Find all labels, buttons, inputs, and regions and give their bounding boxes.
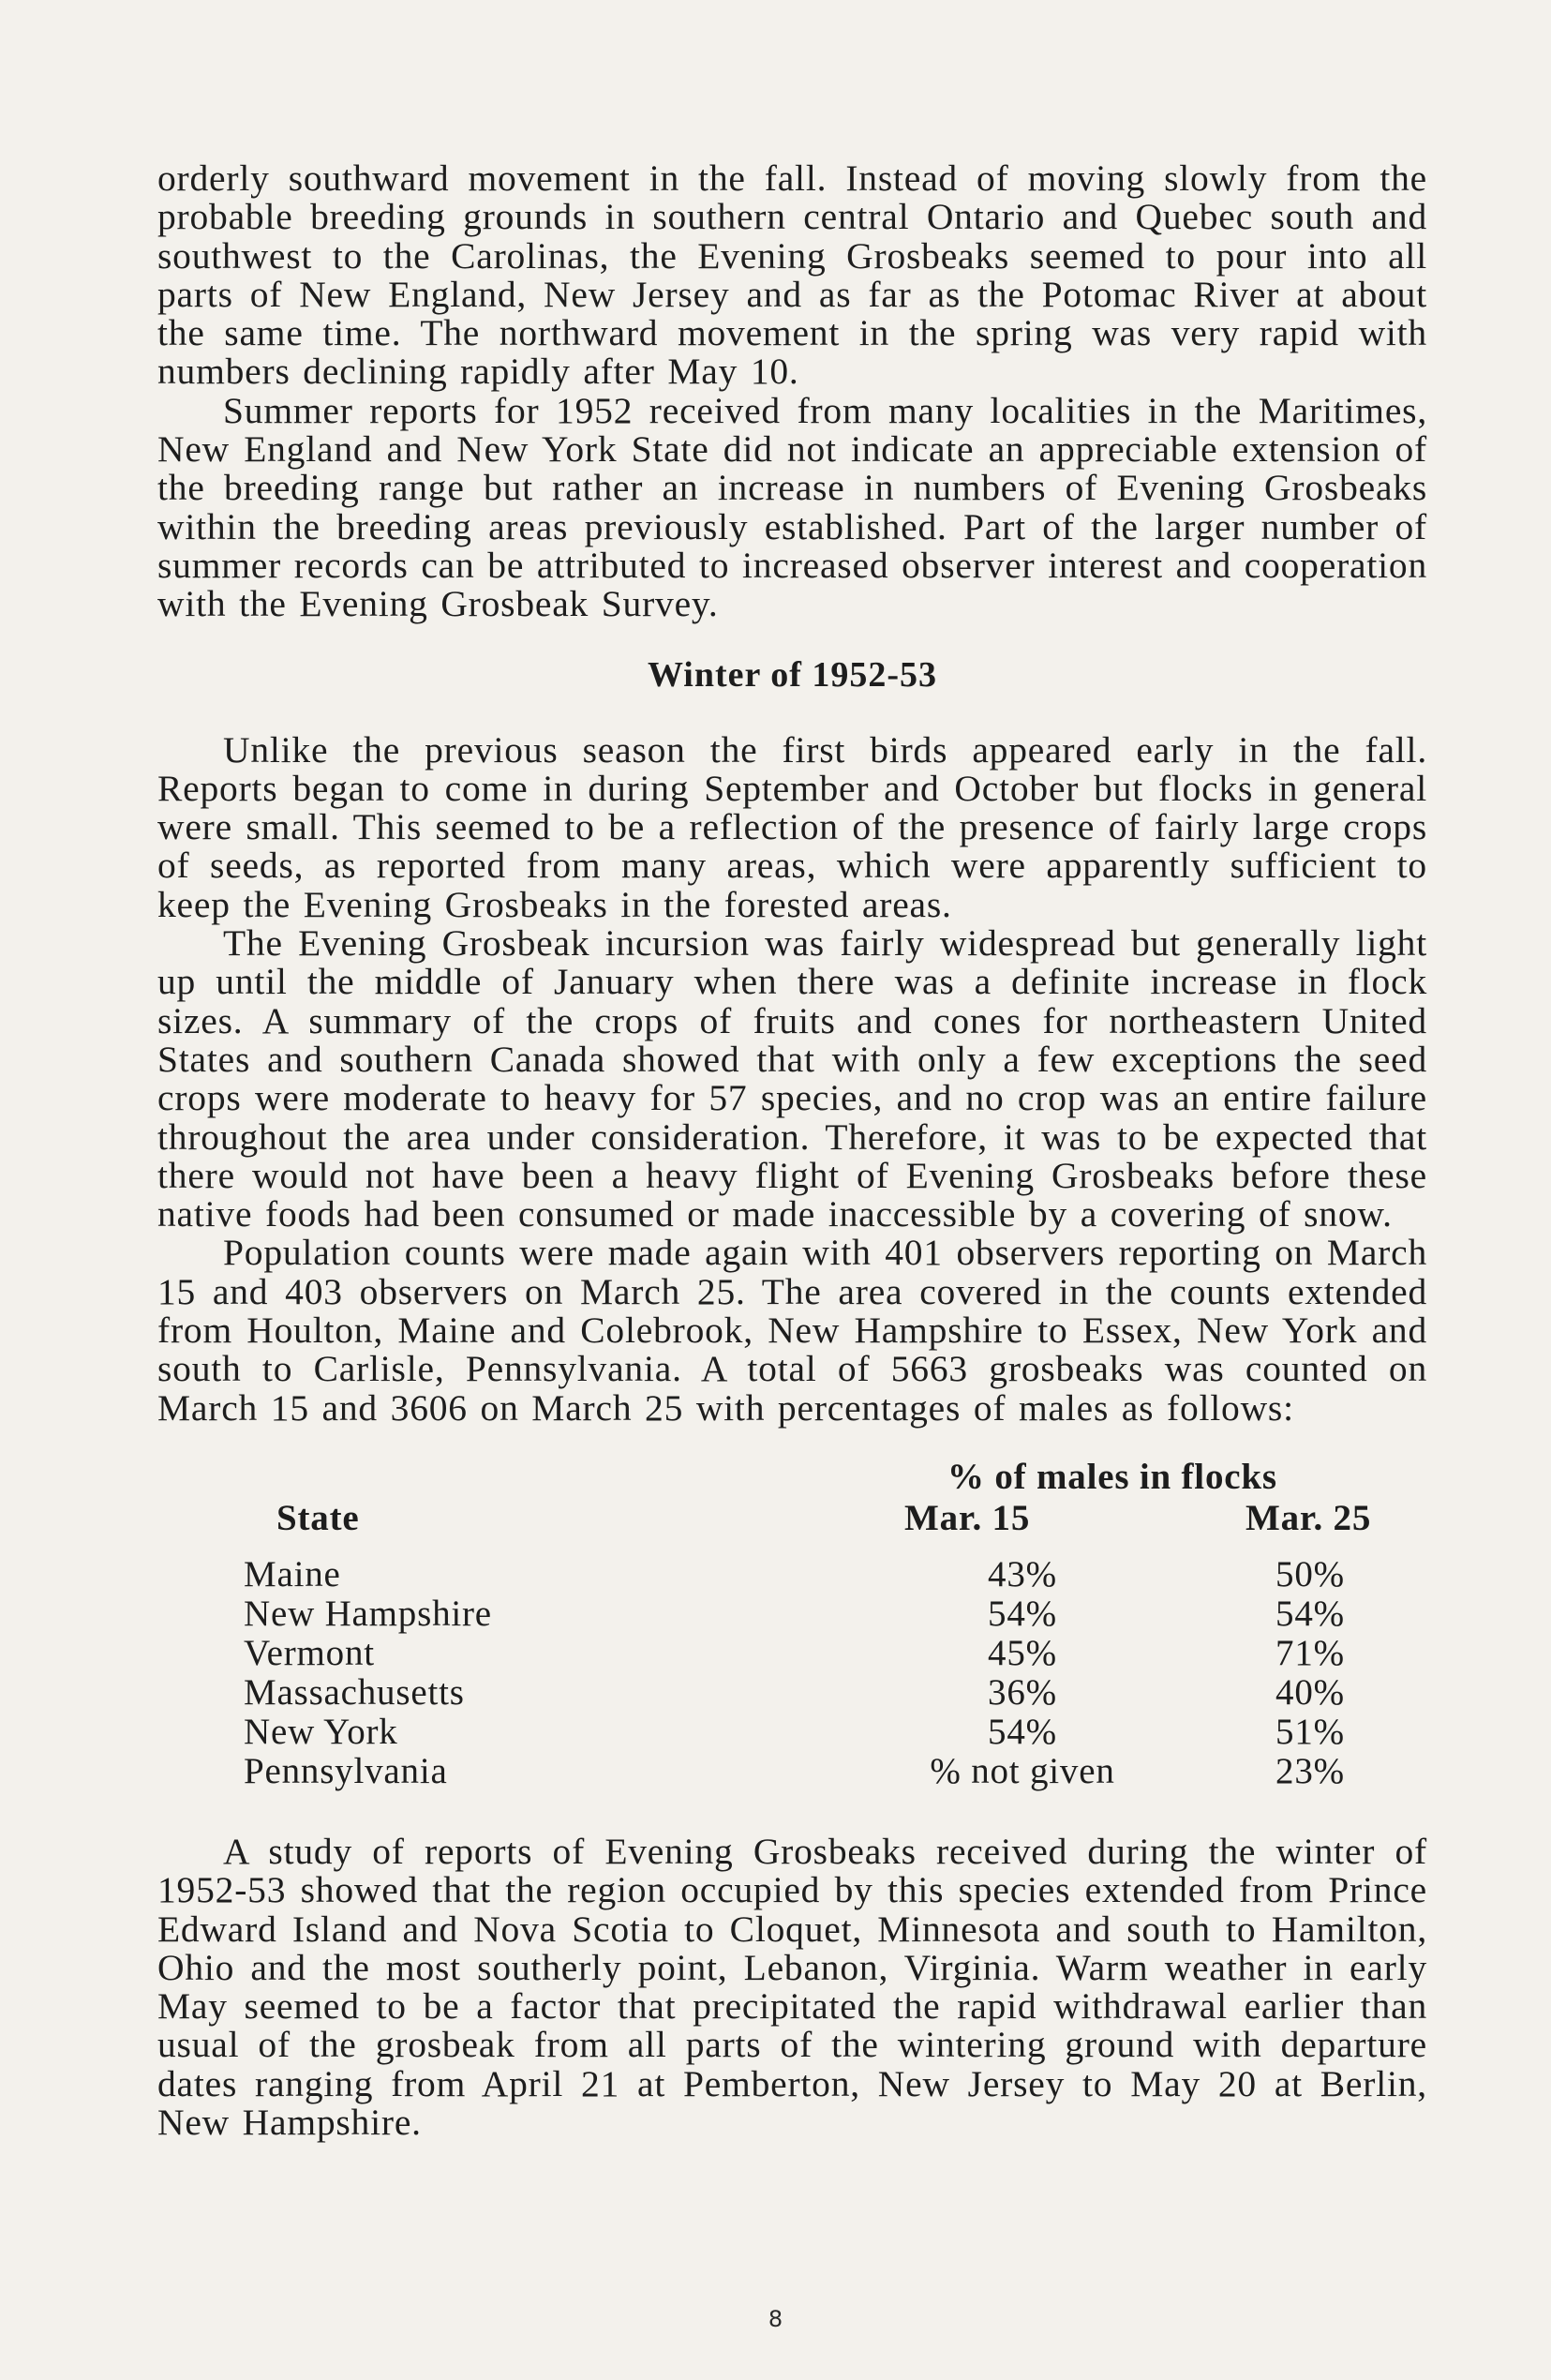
table-row-state: Pennsylvania	[244, 1750, 448, 1791]
section-heading: Winter of 1952-53	[647, 654, 937, 695]
page-body	[157, 159, 1427, 2142]
table-row-state: Vermont	[244, 1632, 375, 1673]
table-row-mar15: 36%	[988, 1671, 1057, 1713]
table-header-mar15: Mar. 15	[904, 1497, 1031, 1538]
table-row-mar15: 43%	[988, 1553, 1057, 1594]
table-row-mar15: 45%	[988, 1632, 1057, 1673]
paragraph-study-of-reports: A study of reports of Evening Grosbeaks received during the winter of 1952-53 showed that the region occupied by this species extended from Prince Edward Island and Nova Scotia to Cloquet, Minnesota and south to Hamilton, Ohio and the most southerly point, Lebanon, Virginia. Warm weather in early May seemed to be a factor that precipitated the rapid withdrawal earlier than usual of the grosbeak from all parts of the wintering ground with departure dates ranging from April 21 at Pemberton, New Jersey to May 20 at Berlin, New Hampshire.	[157, 1830, 1427, 2143]
page-number: 8	[768, 2306, 783, 2332]
paragraph-continued: orderly southward movement in the fall. Instead of moving slowly from the probable breeding grounds in southern central Ontario and Quebec south and southwest to the Carolinas, the Evening Grosbeaks seemed to pour into all parts of New England, New Jersey and as far as the Potomac River at about the same time. The northward movement in the spring was very rapid with numbers declining rapidly after May 10.	[157, 157, 1427, 393]
table-row-mar15: 54%	[988, 1593, 1057, 1634]
table-row-state: New York	[244, 1711, 398, 1752]
table-row-state: Maine	[244, 1553, 341, 1594]
paragraph-population-counts: Population counts were made again with 401 observers reporting on March 15 and 403 observers on March 25. The area covered in the counts extended from Houlton, Maine and Colebrook, New Hampshire to Essex, New York and south to Carlisle, Pennsylvania. A total of 5663 grosbeaks was counted on March 15 and 3606 on March 25 with percentages of males as follows:	[157, 1232, 1427, 1429]
table-row-mar15: 54%	[988, 1711, 1057, 1752]
paragraph-unlike-previous: Unlike the previous season the first birds appeared early in the fall. Reports began to come in during September and October but flocks in general were small. This seemed to be a reflection of the presence of fairly large crops of seeds, as reported from many areas, which were apparently sufficient to keep the Evening Grosbeaks in the forested areas.	[157, 728, 1427, 925]
table-row-mar15: % not given	[930, 1750, 1115, 1791]
table-row-mar25: 54%	[1275, 1593, 1345, 1634]
table-row-mar25: 23%	[1275, 1750, 1345, 1791]
table-row-mar25: 51%	[1275, 1711, 1345, 1752]
table-group-header: % of males in flocks	[947, 1456, 1277, 1497]
table-row-state: New Hampshire	[244, 1593, 492, 1634]
males-percentage-table	[157, 1456, 1427, 1810]
table-row-mar25: 40%	[1275, 1671, 1345, 1713]
paragraph-incursion: The Evening Grosbeak incursion was fairly widespread but generally light up until the middle of January when there was a definite increase in flock sizes. A summary of the crops of fruits and cones for northeastern United States and southern Canada showed that with only a few exceptions the seed crops were moderate to heavy for 57 species, and no crop was an entire failure throughout the area under consideration. Therefore, it was to be expected that there would not have been a heavy flight of Evening Grosbeaks before these native foods had been consumed or made inaccessible by a covering of snow.	[157, 922, 1427, 1235]
table-row-mar25: 71%	[1275, 1632, 1345, 1673]
table-header-mar25: Mar. 25	[1245, 1497, 1372, 1538]
table-row-mar25: 50%	[1275, 1553, 1345, 1594]
table-header-state: State	[276, 1497, 360, 1538]
table-row-state: Massachusetts	[244, 1671, 465, 1713]
paragraph-summer-reports: Summer reports for 1952 received from many localities in the Maritimes, New England and New York State did not indicate an appreciable extension of the breeding range but rather an increase in numbers of Evening Grosbeaks within the breeding areas previously established. Part of the larger number of summer records can be attributed to increased observer interest and cooperation with the Evening Grosbeak Survey.	[157, 389, 1427, 625]
